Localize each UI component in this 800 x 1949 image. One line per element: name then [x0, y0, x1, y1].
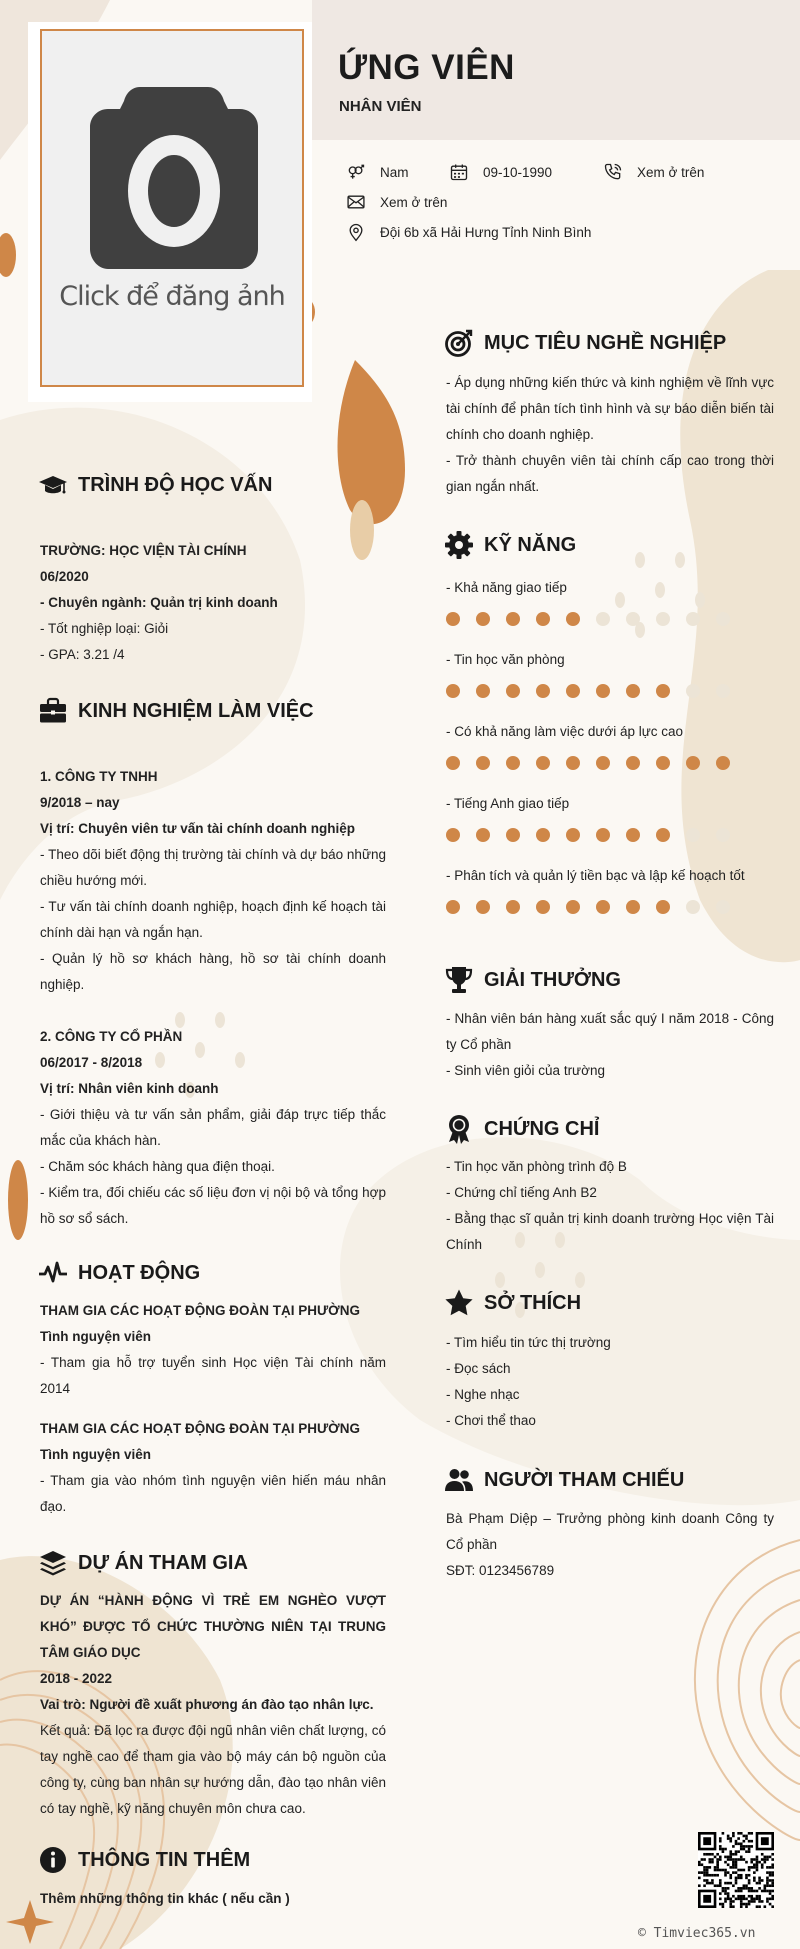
phone-field[interactable] — [603, 162, 704, 182]
activities-heading — [38, 1258, 200, 1288]
hobby-line: - Tìm hiểu tin tức thị trường — [446, 1335, 611, 1350]
more-info-heading — [38, 1845, 250, 1875]
project-role: Vai trò: Người đề xuất phương án đào tạo nhân lực. — [40, 1697, 374, 1712]
photo-upload-label: Click để đăng ảnh — [59, 281, 285, 312]
users-icon — [444, 1465, 474, 1495]
address-field[interactable] — [346, 222, 591, 242]
activity-role: Tình nguyện viên — [40, 1329, 152, 1344]
activity-desc: - Tham gia hỗ trợ tuyển sinh Học viện Tài chính năm 2014 — [40, 1355, 386, 1396]
skill-dot-filled — [596, 756, 610, 770]
awards-heading — [444, 965, 621, 995]
graduation-cap-icon — [38, 470, 68, 500]
project-period: 2018 - 2022 — [40, 1671, 113, 1686]
phone-value: Xem ở trên — [637, 164, 705, 180]
projects-block[interactable] — [40, 1588, 386, 1822]
candidate-position[interactable]: NHÂN VIÊN — [339, 98, 422, 115]
skill-dot-filled — [656, 828, 670, 842]
skill-dot-filled — [536, 684, 550, 698]
skill-dot-empty — [626, 612, 640, 626]
skill-dot-filled — [716, 756, 730, 770]
skill-dot-filled — [596, 900, 610, 914]
gender-icon — [346, 162, 366, 182]
skills-heading — [444, 530, 576, 560]
certificates-block[interactable] — [446, 1154, 774, 1258]
skill-dot-empty — [686, 684, 700, 698]
skill-dot-empty — [686, 612, 700, 626]
hobby-line: - Chơi thể thao — [446, 1413, 536, 1428]
skill-dot-empty — [716, 900, 730, 914]
calendar-icon — [449, 162, 469, 182]
info-icon — [38, 1845, 68, 1875]
job-task: - Theo dõi biết động thị trường tài chính và dự báo những chiều hướng mới. — [40, 847, 386, 888]
experience-block[interactable] — [40, 764, 386, 1232]
birthday-value: 09-10-1990 — [483, 164, 553, 180]
skill-dot-filled — [536, 828, 550, 842]
more-info-title: THÔNG TIN THÊM — [78, 1848, 251, 1871]
experience-title: KINH NGHIỆM LÀM VIỆC — [78, 699, 314, 722]
certificate-line: - Chứng chỉ tiếng Anh B2 — [446, 1185, 597, 1200]
skill-dot-filled — [626, 756, 640, 770]
project-name: DỰ ÁN “HÀNH ĐỘNG VÌ TRẺ EM NGHÈO VƯỢT KHÓ” ĐƯỢC TỔ CHỨC THƯỜNG NIÊN TẠI TRUNG TÂM GIÁO DỤC — [40, 1593, 386, 1660]
skill-name[interactable]: - Tiếng Anh giao tiếp — [446, 796, 570, 811]
skill-dot-filled — [566, 900, 580, 914]
skill-dot-filled — [626, 684, 640, 698]
skill-dot-filled — [656, 684, 670, 698]
gender-value: Nam — [380, 164, 409, 180]
activities-block[interactable] — [40, 1298, 386, 1520]
job-task: - Chăm sóc khách hàng qua điện thoại. — [40, 1159, 275, 1174]
objective-title: MỤC TIÊU NGHỀ NGHIỆP — [484, 331, 727, 354]
skill-dot-empty — [716, 684, 730, 698]
skill-dot-filled — [536, 900, 550, 914]
gender-field[interactable] — [346, 162, 409, 182]
skill-name[interactable]: - Có khả năng làm việc dưới áp lực cao — [446, 724, 684, 739]
gear-icon — [444, 530, 474, 560]
skill-dot-filled — [506, 828, 520, 842]
major: - Chuyên ngành: Quản trị kinh doanh — [40, 595, 278, 610]
graduation-rank: - Tốt nghiệp loại: Giỏi — [40, 621, 169, 636]
skill-dot-filled — [506, 756, 520, 770]
camera-icon — [90, 87, 258, 269]
qr-code[interactable] — [698, 1832, 774, 1908]
more-info-text: Thêm những thông tin khác ( nếu cần ) — [40, 1891, 290, 1906]
references-heading — [444, 1465, 684, 1495]
job-task: - Kiểm tra, đối chiếu các số liệu đơn vị nội bộ và tổng hợp hồ sơ sổ sách. — [40, 1185, 386, 1226]
trophy-icon — [444, 965, 474, 995]
certificate-line: - Tin học văn phòng trình độ B — [446, 1159, 627, 1174]
job-company: 2. CÔNG TY CỔ PHẦN — [40, 1029, 183, 1044]
education-heading — [38, 470, 272, 500]
skill-dot-empty — [686, 828, 700, 842]
objective-heading — [444, 328, 726, 358]
job-item — [40, 1024, 386, 1232]
hobbies-heading — [444, 1288, 581, 1318]
more-info-block[interactable] — [40, 1886, 386, 1912]
skill-dot-filled — [476, 756, 490, 770]
skill-dot-filled — [656, 756, 670, 770]
award-ribbon-icon — [444, 1114, 474, 1144]
job-role: Vị trí: Nhân viên kinh doanh — [40, 1081, 219, 1096]
skill-name[interactable]: - Tin học văn phòng — [446, 652, 565, 667]
skill-dot-empty — [596, 612, 610, 626]
gpa: - GPA: 3.21 /4 — [40, 647, 125, 662]
skills-title: KỸ NĂNG — [484, 533, 577, 556]
location-pin-icon — [346, 222, 366, 242]
skill-dot-filled — [446, 612, 460, 626]
skill-dot-empty — [686, 900, 700, 914]
envelope-icon — [346, 192, 366, 212]
layers-icon — [38, 1548, 68, 1578]
objective-line: - Trở thành chuyên viên tài chính cấp cao trong thời gian ngắn nhất. — [446, 453, 774, 494]
job-period: 9/2018 – nay — [40, 795, 120, 810]
skill-rating — [446, 756, 746, 770]
pulse-icon — [38, 1258, 68, 1288]
skill-name[interactable]: - Phân tích và quản lý tiền bạc và lập kế hoạch tốt — [446, 868, 745, 883]
experience-heading — [38, 696, 314, 726]
reference-person: Bà Phạm Diệp – Trưởng phòng kinh doanh Công ty Cổ phần — [446, 1511, 774, 1552]
activity-desc: - Tham gia vào nhóm tình nguyện viên hiến máu nhân đạo. — [40, 1473, 386, 1514]
objective-block[interactable] — [446, 370, 774, 500]
birthday-field[interactable] — [449, 162, 552, 182]
certificates-title: CHỨNG CHỈ — [484, 1117, 600, 1140]
job-task: - Giới thiệu và tư vấn sản phẩm, giải đáp trực tiếp thắc mắc của khách hàn. — [40, 1107, 386, 1148]
hobby-line: - Nghe nhạc — [446, 1387, 520, 1402]
objective-line: - Áp dụng những kiến thức và kinh nghiệm về lĩnh vực tài chính để phân tích tình hình và sự báo diễn biến tài chính cho doanh nghiệp. — [446, 375, 774, 442]
skill-dot-filled — [476, 612, 490, 626]
skill-dot-empty — [716, 828, 730, 842]
education-title: TRÌNH ĐỘ HỌC VẤN — [78, 473, 273, 496]
skill-dot-filled — [446, 900, 460, 914]
hobby-line: - Đọc sách — [446, 1361, 511, 1376]
skill-dot-empty — [716, 612, 730, 626]
certificate-line: - Bằng thạc sĩ quản trị kinh doanh trường Học viện Tài Chính — [446, 1211, 774, 1252]
activity-org: THAM GIA CÁC HOẠT ĐỘNG ĐOÀN TẠI PHƯỜNG — [40, 1421, 360, 1436]
job-task: - Tư vấn tài chính doanh nghiệp, hoạch định kế hoạch tài chính dài hạn và ngắn hạn. — [40, 899, 386, 940]
job-item — [40, 764, 386, 998]
awards-block[interactable] — [446, 1006, 774, 1084]
job-period: 06/2017 - 8/2018 — [40, 1055, 143, 1070]
skill-dot-filled — [476, 900, 490, 914]
skill-dot-filled — [506, 612, 520, 626]
hobbies-block[interactable] — [446, 1330, 774, 1434]
activity-role: Tình nguyện viên — [40, 1447, 152, 1462]
email-value: Xem ở trên — [380, 194, 448, 210]
job-task: - Quản lý hồ sơ khách hàng, hồ sơ tài chính doanh nghiệp. — [40, 951, 386, 992]
candidate-name[interactable]: ỨNG VIÊN — [338, 48, 515, 87]
skill-dot-filled — [626, 900, 640, 914]
skill-dot-filled — [566, 756, 580, 770]
skill-dot-filled — [536, 756, 550, 770]
skill-dot-filled — [446, 684, 460, 698]
skill-dot-filled — [566, 684, 580, 698]
hobbies-title: SỞ THÍCH — [484, 1291, 582, 1314]
projects-heading — [38, 1548, 248, 1578]
target-icon — [444, 328, 474, 358]
skill-rating — [446, 900, 746, 914]
school-name: TRƯỜNG: HỌC VIỆN TÀI CHÍNH — [40, 543, 247, 558]
activities-title: HOẠT ĐỘNG — [78, 1261, 201, 1284]
skill-rating — [446, 612, 746, 626]
skill-dot-empty — [656, 612, 670, 626]
education-block[interactable] — [40, 538, 386, 668]
skill-dot-filled — [596, 684, 610, 698]
job-role: Vị trí: Chuyên viên tư vấn tài chính doanh nghiệp — [40, 821, 356, 836]
skill-dot-filled — [566, 828, 580, 842]
skill-dot-filled — [506, 900, 520, 914]
skill-name[interactable]: - Khả năng giao tiếp — [446, 580, 567, 595]
certificates-heading — [444, 1114, 599, 1144]
skill-rating — [446, 684, 746, 698]
skill-dot-filled — [536, 612, 550, 626]
skill-dot-filled — [506, 684, 520, 698]
awards-title: GIẢI THƯỞNG — [484, 968, 621, 991]
skill-rating — [446, 828, 746, 842]
skill-dot-filled — [476, 828, 490, 842]
skill-dot-filled — [626, 828, 640, 842]
skill-dot-filled — [656, 900, 670, 914]
job-company: 1. CÔNG TY TNHH — [40, 769, 158, 784]
address-value: Đội 6b xã Hải Hưng Tỉnh Ninh Bình — [380, 224, 592, 240]
photo-frame — [28, 22, 312, 402]
activity-org: THAM GIA CÁC HOẠT ĐỘNG ĐOÀN TẠI PHƯỜNG — [40, 1303, 360, 1318]
skill-dot-filled — [446, 828, 460, 842]
skill-dot-filled — [476, 684, 490, 698]
projects-title: DỰ ÁN THAM GIA — [78, 1551, 248, 1574]
phone-icon — [603, 162, 623, 182]
project-result: Kết quả: Đã lọc ra được đội ngũ nhân viên chất lượng, có tay nghề cao để tham gia vào bộ máy cán bộ nguồn của công ty, cùng ban nhân sự hướng dẫn, đào tạo nhân viên có tay nghề, kỹ năng chuyên môn chưa cao. — [40, 1723, 386, 1816]
skill-dot-filled — [596, 828, 610, 842]
activity-item — [40, 1416, 386, 1520]
copyright-text: © Timviec365.vn — [638, 1926, 756, 1941]
references-title: NGƯỜI THAM CHIẾU — [484, 1468, 685, 1491]
reference-phone: SĐT: 0123456789 — [446, 1563, 555, 1578]
activity-item — [40, 1298, 386, 1402]
award-line: - Sinh viên giỏi của trường — [446, 1063, 605, 1078]
email-field[interactable] — [346, 192, 447, 212]
skill-dot-filled — [686, 756, 700, 770]
briefcase-icon — [38, 696, 68, 726]
award-line: - Nhân viên bán hàng xuất sắc quý I năm 2018 - Công ty Cổ phần — [446, 1011, 774, 1052]
star-icon — [444, 1288, 474, 1318]
graduation-date: 06/2020 — [40, 569, 89, 584]
photo-upload[interactable] — [40, 29, 304, 387]
skill-dot-filled — [566, 612, 580, 626]
skill-dot-filled — [446, 756, 460, 770]
references-block[interactable] — [446, 1506, 774, 1584]
